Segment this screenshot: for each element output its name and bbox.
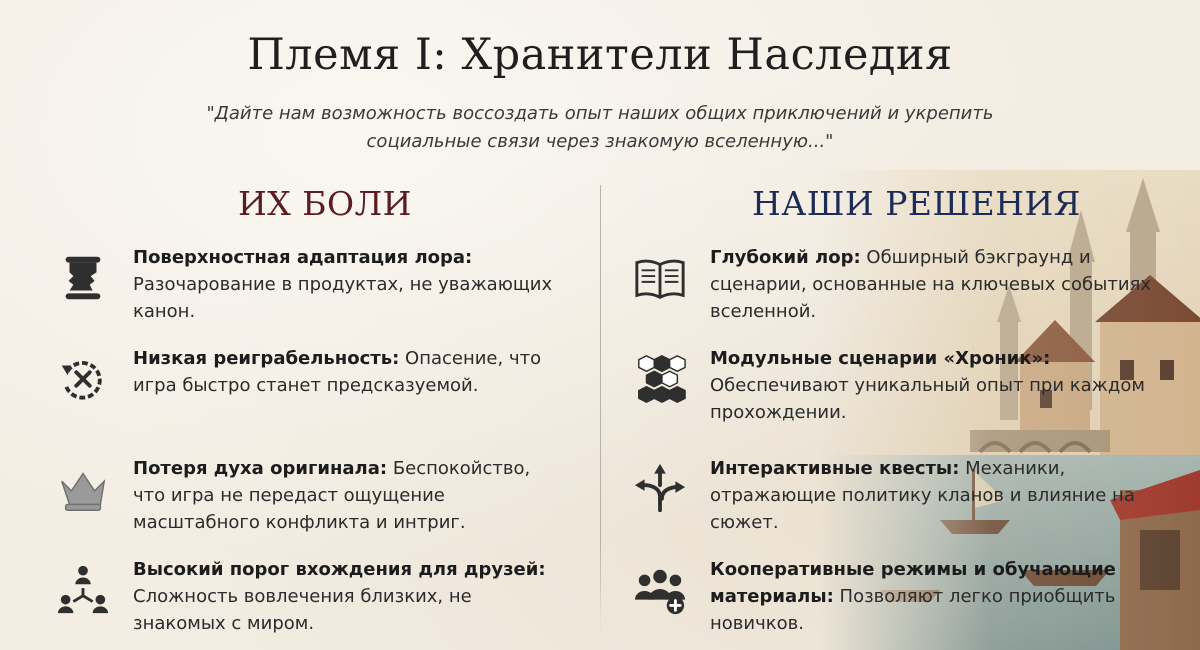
branching-arrows-icon [632, 461, 688, 517]
pain-text: Сложность вовлечения близких, не знакомых с миром. [133, 586, 472, 634]
solution-text: Механики, отражающие политику кланов и влияние на сюжет. [710, 458, 1135, 533]
pain-title: Низкая реиграбельность: [133, 348, 400, 369]
solution-title: Глубокий лор: [710, 247, 861, 268]
pain-text: Беспокойство, что игра не передаст ощущение масштабного конфликта и интриг. [133, 458, 531, 533]
slide-title: Племя I: Хранители Наследия [247, 30, 953, 80]
solution-text: Обеспечивают уникальный опыт при каждом прохождении. [710, 375, 1145, 423]
torn-scroll-icon [55, 250, 111, 306]
pain-item-replayability [55, 345, 555, 407]
tribe-quote: "Дайте нам возможность воссоздать опыт наших общих приключений и укрепить социальные связи через знакомую вселенную..." [206, 103, 994, 152]
pain-item-threshold [55, 556, 555, 637]
solution-text: Позволяют легко приобщить новичков. [710, 586, 1116, 634]
replay-cancel-icon [55, 351, 111, 407]
solution-text: Обширный бэкграунд и сценарии, основанные на ключевых событиях вселенной. [710, 247, 1151, 322]
solution-item-quests [632, 455, 1152, 536]
solution-title: Интерактивные квесты: [710, 458, 960, 479]
pain-item-spirit [55, 455, 555, 536]
pain-title: Поверхностная адаптация лора: [133, 247, 473, 268]
people-network-icon [55, 562, 111, 618]
pain-text: Опасение, что игра быстро станет предсказуемой. [133, 348, 542, 396]
column-divider [600, 185, 601, 635]
solution-title: Кооперативные режимы и обучающие материалы: [710, 559, 1116, 607]
open-book-icon [632, 250, 688, 306]
pain-title: Потеря духа оригинала: [133, 458, 388, 479]
hex-tiles-icon [632, 351, 688, 407]
solution-title: Модульные сценарии «Хроник»: [710, 348, 1051, 369]
pain-text: Разочарование в продуктах, не уважающих канон. [133, 274, 553, 322]
solutions-heading: НАШИ РЕШЕНИЯ [752, 184, 1081, 223]
solution-item-lore [632, 244, 1152, 325]
solution-item-coop [632, 556, 1152, 637]
crown-icon [55, 461, 111, 517]
solution-item-modular [632, 345, 1152, 426]
pain-title: Высокий порог вхождения для друзей: [133, 559, 546, 580]
group-add-icon [632, 562, 688, 618]
pains-heading: ИХ БОЛИ [238, 184, 412, 223]
pain-item-lore [55, 244, 555, 325]
